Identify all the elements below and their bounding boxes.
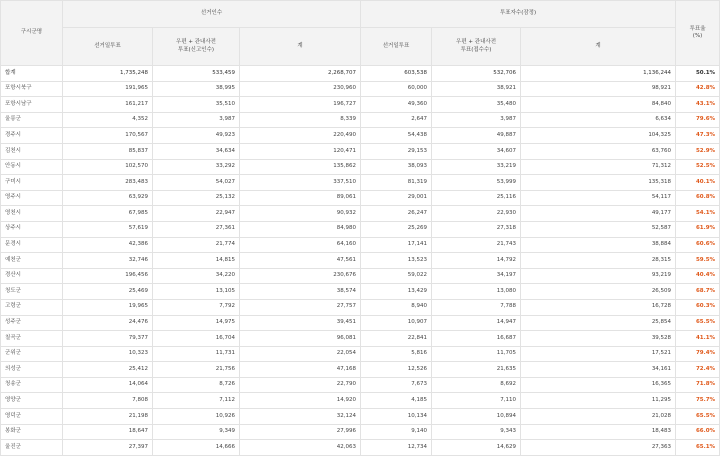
cell-electorate-day: 1,735,248 — [63, 66, 153, 82]
cell-votes-day: 54,438 — [361, 128, 432, 144]
cell-turnout-rate: 52.5% — [676, 159, 720, 175]
cell-votes-total: 84,840 — [521, 97, 676, 113]
cell-electorate-day: 283,483 — [63, 175, 153, 191]
cell-region: 안동시 — [1, 159, 63, 175]
cell-electorate-total: 89,061 — [240, 190, 361, 206]
header-electorate-early: 우편 + 관내사전 투표(신고인수) — [153, 28, 240, 66]
cell-region: 영주시 — [1, 190, 63, 206]
cell-votes-early: 21,635 — [432, 362, 521, 378]
cell-electorate-day: 79,377 — [63, 331, 153, 347]
table-row — [1, 346, 720, 362]
cell-votes-day: 60,000 — [361, 81, 432, 97]
header-votes-early: 우편 + 관내사전 투표(접수수) — [432, 28, 521, 66]
cell-electorate-day: 18,647 — [63, 424, 153, 440]
cell-votes-total: 17,521 — [521, 346, 676, 362]
table-row — [1, 175, 720, 191]
cell-votes-day: 81,319 — [361, 175, 432, 191]
cell-turnout-rate: 60.3% — [676, 299, 720, 315]
cell-electorate-early: 49,923 — [153, 128, 240, 144]
cell-votes-early: 27,318 — [432, 221, 521, 237]
cell-region: 합계 — [1, 66, 63, 82]
cell-votes-day: 5,816 — [361, 346, 432, 362]
table-row — [1, 159, 720, 175]
cell-votes-total: 16,728 — [521, 299, 676, 315]
cell-electorate-early: 21,774 — [153, 237, 240, 253]
cell-electorate-early: 33,292 — [153, 159, 240, 175]
cell-electorate-early: 14,666 — [153, 440, 240, 456]
cell-electorate-total: 22,790 — [240, 377, 361, 393]
cell-region: 김천시 — [1, 143, 63, 159]
cell-votes-total: 27,363 — [521, 440, 676, 456]
cell-votes-total: 1,136,244 — [521, 66, 676, 82]
cell-votes-total: 52,587 — [521, 221, 676, 237]
cell-electorate-early: 27,361 — [153, 221, 240, 237]
cell-electorate-day: 191,965 — [63, 81, 153, 97]
cell-votes-early: 35,480 — [432, 97, 521, 113]
table-row — [1, 284, 720, 300]
cell-turnout-rate: 60.6% — [676, 237, 720, 253]
cell-votes-total: 98,921 — [521, 81, 676, 97]
cell-turnout-rate: 66.0% — [676, 424, 720, 440]
cell-region: 경산시 — [1, 268, 63, 284]
cell-electorate-total: 220,490 — [240, 128, 361, 144]
header-electorate-total: 계 — [240, 28, 361, 66]
table-row — [1, 190, 720, 206]
header-votes: 투표자수(잠정) — [361, 1, 676, 28]
cell-votes-early: 9,343 — [432, 424, 521, 440]
cell-turnout-rate: 54.1% — [676, 206, 720, 222]
cell-votes-day: 49,360 — [361, 97, 432, 113]
cell-votes-early: 532,706 — [432, 66, 521, 82]
table-row — [1, 424, 720, 440]
cell-turnout-rate: 52.9% — [676, 143, 720, 159]
cell-turnout-rate: 65.5% — [676, 315, 720, 331]
cell-electorate-total: 27,757 — [240, 299, 361, 315]
cell-electorate-early: 13,105 — [153, 284, 240, 300]
cell-electorate-total: 230,676 — [240, 268, 361, 284]
cell-electorate-day: 67,985 — [63, 206, 153, 222]
cell-electorate-day: 42,386 — [63, 237, 153, 253]
header-votes-total: 계 — [521, 28, 676, 66]
cell-electorate-early: 8,726 — [153, 377, 240, 393]
cell-votes-day: 17,141 — [361, 237, 432, 253]
table-row — [1, 393, 720, 409]
cell-votes-total: 39,528 — [521, 331, 676, 347]
cell-electorate-early: 7,112 — [153, 393, 240, 409]
cell-electorate-total: 27,996 — [240, 424, 361, 440]
cell-votes-early: 25,116 — [432, 190, 521, 206]
table-row — [1, 112, 720, 128]
cell-votes-total: 93,219 — [521, 268, 676, 284]
cell-electorate-early: 22,947 — [153, 206, 240, 222]
cell-votes-total: 16,365 — [521, 377, 676, 393]
cell-votes-total: 63,760 — [521, 143, 676, 159]
cell-votes-early: 21,743 — [432, 237, 521, 253]
cell-votes-total: 18,483 — [521, 424, 676, 440]
cell-turnout-rate: 79.6% — [676, 112, 720, 128]
cell-votes-day: 13,523 — [361, 253, 432, 269]
cell-votes-early: 8,692 — [432, 377, 521, 393]
cell-turnout-rate: 59.5% — [676, 253, 720, 269]
cell-votes-day: 10,907 — [361, 315, 432, 331]
cell-votes-total: 26,509 — [521, 284, 676, 300]
cell-electorate-day: 63,929 — [63, 190, 153, 206]
cell-turnout-rate: 75.7% — [676, 393, 720, 409]
cell-votes-early: 11,705 — [432, 346, 521, 362]
cell-electorate-total: 38,574 — [240, 284, 361, 300]
cell-electorate-early: 9,349 — [153, 424, 240, 440]
cell-turnout-rate: 65.1% — [676, 440, 720, 456]
cell-electorate-day: 4,352 — [63, 112, 153, 128]
cell-votes-early: 33,219 — [432, 159, 521, 175]
cell-votes-total: 104,325 — [521, 128, 676, 144]
cell-electorate-early: 35,510 — [153, 97, 240, 113]
table-header — [1, 1, 720, 66]
cell-electorate-early: 533,459 — [153, 66, 240, 82]
cell-votes-day: 4,185 — [361, 393, 432, 409]
cell-votes-early: 7,788 — [432, 299, 521, 315]
cell-region: 영양군 — [1, 393, 63, 409]
cell-electorate-total: 39,451 — [240, 315, 361, 331]
cell-votes-day: 29,001 — [361, 190, 432, 206]
cell-electorate-day: 7,808 — [63, 393, 153, 409]
cell-region: 포항시남구 — [1, 97, 63, 113]
cell-votes-day: 26,247 — [361, 206, 432, 222]
cell-electorate-early: 25,132 — [153, 190, 240, 206]
cell-votes-early: 49,887 — [432, 128, 521, 144]
cell-votes-day: 22,841 — [361, 331, 432, 347]
cell-region: 울진군 — [1, 440, 63, 456]
cell-electorate-day: 32,746 — [63, 253, 153, 269]
cell-turnout-rate: 71.8% — [676, 377, 720, 393]
cell-electorate-total: 2,268,707 — [240, 66, 361, 82]
cell-electorate-total: 135,862 — [240, 159, 361, 175]
table-row — [1, 362, 720, 378]
cell-turnout-rate: 42.8% — [676, 81, 720, 97]
cell-votes-early: 14,792 — [432, 253, 521, 269]
cell-votes-early: 34,197 — [432, 268, 521, 284]
cell-electorate-day: 25,412 — [63, 362, 153, 378]
header-electorate: 선거인수 — [63, 1, 361, 28]
cell-votes-early: 53,999 — [432, 175, 521, 191]
cell-votes-total: 71,312 — [521, 159, 676, 175]
header-region: 구시군명 — [1, 1, 63, 66]
cell-electorate-early: 21,756 — [153, 362, 240, 378]
cell-electorate-day: 24,476 — [63, 315, 153, 331]
cell-region: 울릉군 — [1, 112, 63, 128]
cell-region: 청송군 — [1, 377, 63, 393]
table-row — [1, 128, 720, 144]
cell-electorate-day: 161,217 — [63, 97, 153, 113]
header-turnout: 투표율 (%) — [676, 1, 720, 66]
header-electorate-day: 선거일투표 — [63, 28, 153, 66]
cell-electorate-early: 14,975 — [153, 315, 240, 331]
table-row — [1, 331, 720, 347]
table-row — [1, 440, 720, 456]
cell-votes-day: 12,526 — [361, 362, 432, 378]
cell-votes-day: 25,269 — [361, 221, 432, 237]
table-row — [1, 253, 720, 269]
cell-electorate-early: 14,815 — [153, 253, 240, 269]
cell-electorate-early: 11,731 — [153, 346, 240, 362]
cell-electorate-day: 19,965 — [63, 299, 153, 315]
table-row — [1, 299, 720, 315]
cell-turnout-rate: 79.4% — [676, 346, 720, 362]
cell-electorate-total: 120,471 — [240, 143, 361, 159]
table-row — [1, 97, 720, 113]
cell-electorate-day: 170,567 — [63, 128, 153, 144]
cell-region: 성주군 — [1, 315, 63, 331]
cell-electorate-day: 14,064 — [63, 377, 153, 393]
cell-electorate-total: 22,054 — [240, 346, 361, 362]
cell-electorate-total: 96,081 — [240, 331, 361, 347]
cell-votes-day: 12,734 — [361, 440, 432, 456]
cell-electorate-early: 3,987 — [153, 112, 240, 128]
cell-votes-early: 7,110 — [432, 393, 521, 409]
cell-electorate-early: 7,792 — [153, 299, 240, 315]
cell-region: 영덕군 — [1, 409, 63, 425]
cell-turnout-rate: 41.1% — [676, 331, 720, 347]
cell-region: 문경시 — [1, 237, 63, 253]
cell-votes-early: 3,987 — [432, 112, 521, 128]
cell-turnout-rate: 60.8% — [676, 190, 720, 206]
cell-electorate-total: 196,727 — [240, 97, 361, 113]
cell-electorate-total: 64,160 — [240, 237, 361, 253]
cell-turnout-rate: 40.4% — [676, 268, 720, 284]
table-row — [1, 206, 720, 222]
cell-votes-total: 135,318 — [521, 175, 676, 191]
cell-votes-day: 10,134 — [361, 409, 432, 425]
table-body — [1, 66, 720, 456]
cell-electorate-day: 27,397 — [63, 440, 153, 456]
cell-turnout-rate: 47.3% — [676, 128, 720, 144]
cell-electorate-total: 337,510 — [240, 175, 361, 191]
cell-region: 칠곡군 — [1, 331, 63, 347]
cell-votes-day: 9,140 — [361, 424, 432, 440]
cell-votes-total: 11,295 — [521, 393, 676, 409]
cell-turnout-rate: 65.5% — [676, 409, 720, 425]
cell-turnout-rate: 50.1% — [676, 66, 720, 82]
cell-electorate-total: 8,339 — [240, 112, 361, 128]
cell-votes-total: 54,117 — [521, 190, 676, 206]
cell-electorate-day: 25,469 — [63, 284, 153, 300]
cell-votes-early: 14,629 — [432, 440, 521, 456]
cell-votes-early: 10,894 — [432, 409, 521, 425]
cell-votes-early: 34,607 — [432, 143, 521, 159]
cell-region: 구미시 — [1, 175, 63, 191]
cell-votes-total: 38,884 — [521, 237, 676, 253]
cell-turnout-rate: 61.9% — [676, 221, 720, 237]
cell-votes-early: 14,947 — [432, 315, 521, 331]
cell-votes-day: 13,429 — [361, 284, 432, 300]
cell-region: 상주시 — [1, 221, 63, 237]
table-row — [1, 237, 720, 253]
table-row — [1, 409, 720, 425]
cell-electorate-early: 34,220 — [153, 268, 240, 284]
cell-electorate-total: 47,168 — [240, 362, 361, 378]
cell-region: 영천시 — [1, 206, 63, 222]
cell-turnout-rate: 72.4% — [676, 362, 720, 378]
cell-electorate-total: 42,063 — [240, 440, 361, 456]
cell-region: 청도군 — [1, 284, 63, 300]
cell-electorate-total: 32,124 — [240, 409, 361, 425]
cell-votes-day: 2,647 — [361, 112, 432, 128]
cell-electorate-early: 10,926 — [153, 409, 240, 425]
table-row — [1, 268, 720, 284]
cell-votes-early: 13,080 — [432, 284, 521, 300]
cell-electorate-day: 57,619 — [63, 221, 153, 237]
cell-turnout-rate: 68.7% — [676, 284, 720, 300]
table-row — [1, 81, 720, 97]
cell-electorate-total: 14,920 — [240, 393, 361, 409]
cell-turnout-rate: 40.1% — [676, 175, 720, 191]
cell-electorate-early: 54,027 — [153, 175, 240, 191]
cell-electorate-early: 38,995 — [153, 81, 240, 97]
cell-votes-day: 7,673 — [361, 377, 432, 393]
cell-electorate-day: 196,456 — [63, 268, 153, 284]
cell-region: 고령군 — [1, 299, 63, 315]
cell-electorate-early: 34,634 — [153, 143, 240, 159]
cell-votes-total: 28,315 — [521, 253, 676, 269]
cell-electorate-early: 16,704 — [153, 331, 240, 347]
cell-votes-day: 38,093 — [361, 159, 432, 175]
cell-electorate-day: 102,570 — [63, 159, 153, 175]
cell-region: 포항시북구 — [1, 81, 63, 97]
cell-electorate-total: 47,561 — [240, 253, 361, 269]
table-row — [1, 377, 720, 393]
cell-electorate-day: 85,837 — [63, 143, 153, 159]
cell-region: 예천군 — [1, 253, 63, 269]
cell-votes-day: 8,940 — [361, 299, 432, 315]
cell-electorate-day: 21,198 — [63, 409, 153, 425]
cell-turnout-rate: 43.1% — [676, 97, 720, 113]
cell-votes-total: 25,854 — [521, 315, 676, 331]
table-row — [1, 221, 720, 237]
cell-electorate-total: 230,960 — [240, 81, 361, 97]
cell-votes-day: 59,022 — [361, 268, 432, 284]
cell-votes-early: 38,921 — [432, 81, 521, 97]
header-votes-day: 선거일투표 — [361, 28, 432, 66]
table-row-total — [1, 66, 720, 82]
cell-electorate-day: 10,323 — [63, 346, 153, 362]
cell-votes-total: 21,028 — [521, 409, 676, 425]
cell-votes-day: 603,538 — [361, 66, 432, 82]
cell-votes-early: 16,687 — [432, 331, 521, 347]
cell-electorate-total: 90,932 — [240, 206, 361, 222]
cell-region: 의성군 — [1, 362, 63, 378]
cell-votes-total: 49,177 — [521, 206, 676, 222]
cell-votes-day: 29,153 — [361, 143, 432, 159]
cell-votes-total: 34,161 — [521, 362, 676, 378]
table-row — [1, 315, 720, 331]
cell-votes-early: 22,930 — [432, 206, 521, 222]
cell-region: 군위군 — [1, 346, 63, 362]
cell-region: 경주시 — [1, 128, 63, 144]
cell-region: 봉화군 — [1, 424, 63, 440]
cell-votes-total: 6,634 — [521, 112, 676, 128]
cell-electorate-total: 84,980 — [240, 221, 361, 237]
table-row — [1, 143, 720, 159]
